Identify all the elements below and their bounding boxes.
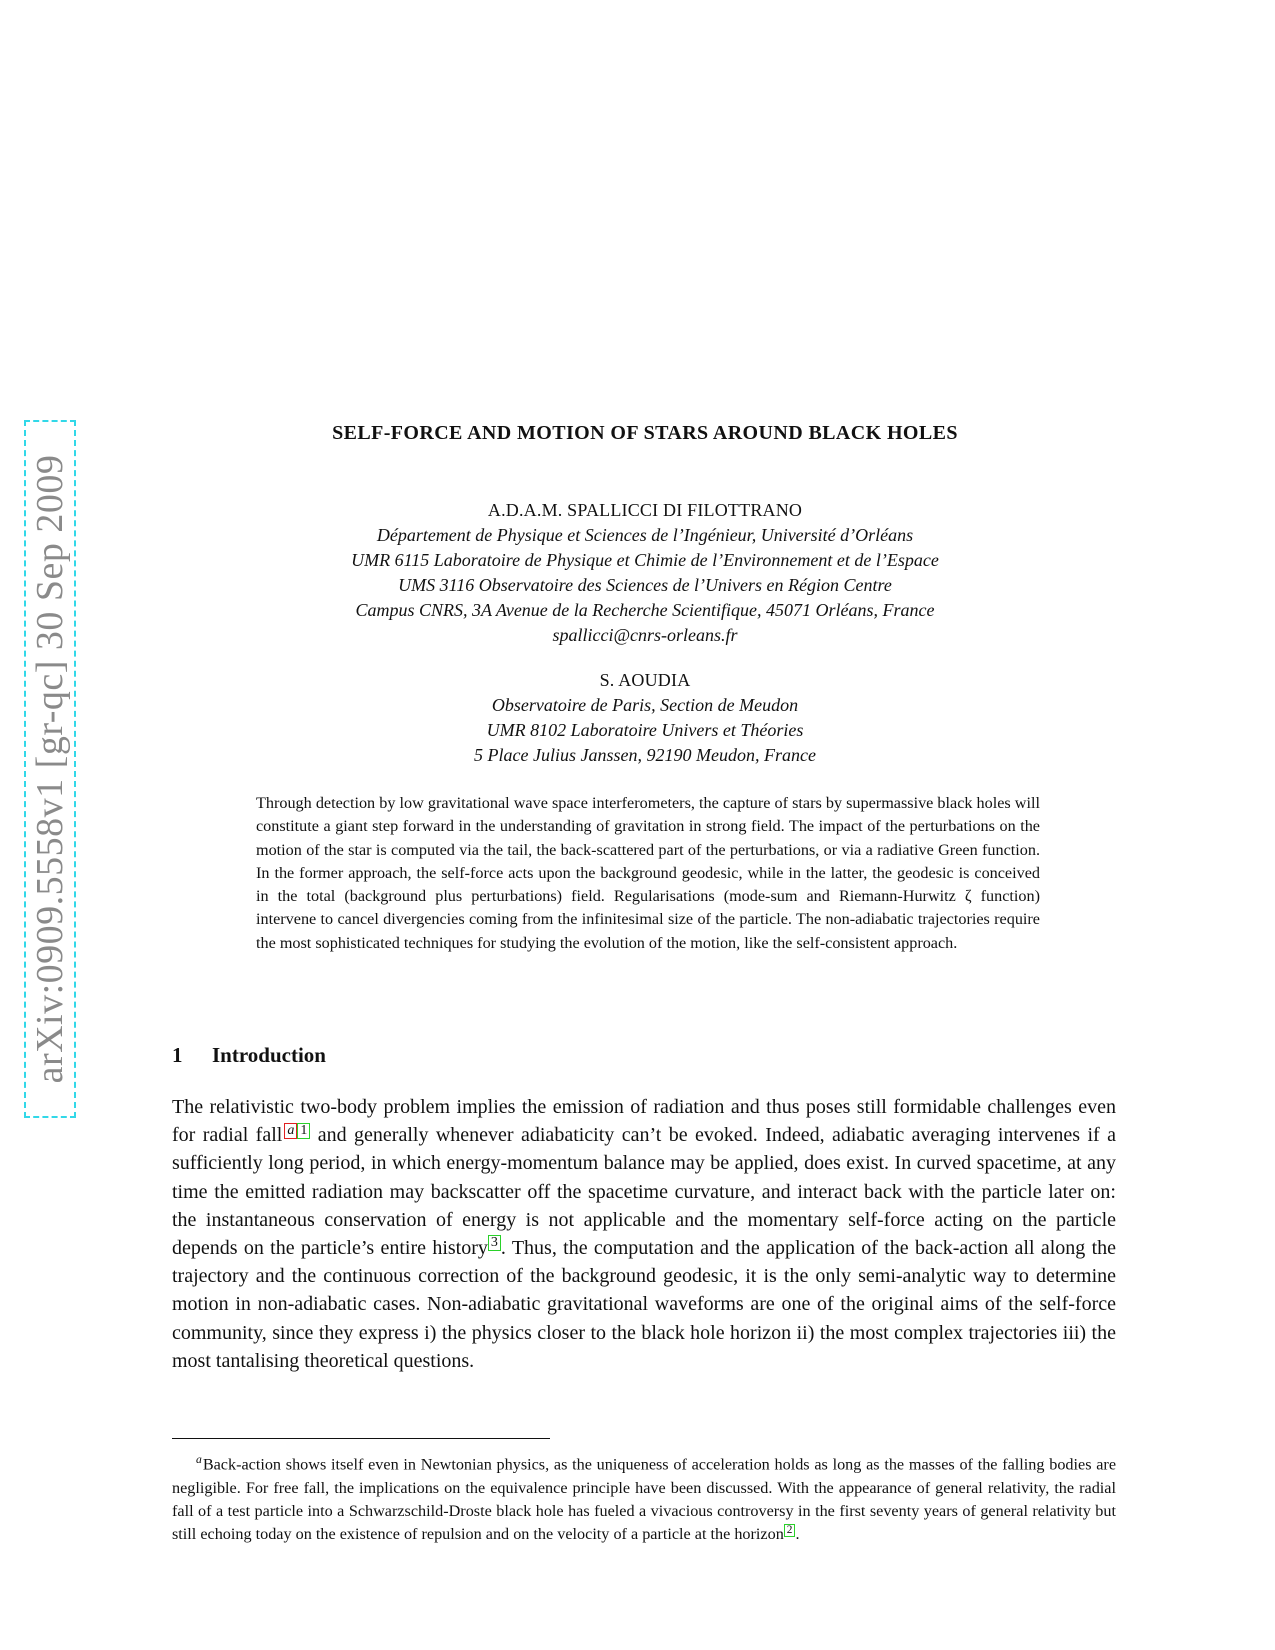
author-block-2: [220, 668, 1070, 768]
arxiv-identifier[interactable]: arXiv:0909.5558v1 [gr-qc] 30 Sep 2009: [29, 454, 71, 1084]
paper-title: SELF-FORCE AND MOTION OF STARS AROUND BLACK HOLES: [332, 422, 958, 444]
affiliation-line: Observatoire de Paris, Section de Meudon: [491, 695, 799, 715]
footnote-end: .: [795, 1525, 800, 1544]
author-name: A.D.A.M. SPALLICCI DI FILOTTRANO: [487, 500, 803, 520]
citation-link[interactable]: 2: [784, 1524, 796, 1537]
intro-text: and generally whenever adiabaticity can’t be evoked. Indeed, adiabatic averaging intervenes if a sufficiently long period, in which energy-momentum balance may be applied, does exist. In curved spacetime, at any time the emitted radiation may backscatter off the spacetime curvature, and interact back with the particle later on: the instantaneous conservation of energy is not applicable and the momentary self-force acting on the particle depends on the particle’s entire history: [172, 1124, 1116, 1260]
section-title: Introduction: [212, 1043, 326, 1067]
footnote-text: Back-action shows itself even in Newtonian physics, as the uniqueness of acceleration holds as long as the masses of the falling bodies are negligible. For free fall, the implications on the equivalence principle have been discussed. With the appearance of general relativity, the radial fall of a test particle into a Schwarzschild-Droste black hole has fueled a vivacious controversy in the first seventy years of general relativity but still echoing today on the existence of repulsion and on the velocity of a particle at the horizon: [172, 1455, 1116, 1544]
affiliation-line: 5 Place Julius Janssen, 92190 Meudon, France: [474, 745, 816, 765]
footnote: [172, 1448, 1116, 1547]
affiliation-line: UMR 6115 Laboratoire de Physique et Chimie de l’Environnement et de l’Espace: [351, 550, 939, 570]
author-block-1: [220, 498, 1070, 648]
author-name: S. AOUDIA: [599, 670, 691, 690]
affiliation-line: Campus CNRS, 3A Avenue de la Recherche Scientifique, 45071 Orléans, France: [355, 600, 935, 620]
intro-paragraph: [172, 1093, 1116, 1375]
footnote-link[interactable]: a: [284, 1123, 297, 1139]
section-heading: [172, 1043, 326, 1068]
intro-text: The relativistic two-body problem implies the emission of radiation and thus poses still formidable challenges even for radial fall: [172, 1096, 1116, 1147]
abstract: Through detection by low gravitational wave space interferometers, the capture of stars by supermassive black holes will constitute a giant step forward in the understanding of gravitation in strong field. The impact of the perturbations on the motion of the star is computed via the tail, the back-scattered part of the perturbations, or via a radiative Green function. In the former approach, the self-force acts upon the background geodesic, while in the latter, the geodesic is conceived in the total (background plus perturbations) field. Regularisations (mode-sum and Riemann-Hurwitz ζ function) intervene to cancel divergencies coming from the infinitesimal size of the particle. The non-adiabatic trajectories require the most sophisticated techniques for studying the evolution of the motion, like the self-consistent approach.: [256, 794, 1040, 952]
affiliation-line: UMR 8102 Laboratoire Univers et Théories: [486, 720, 804, 740]
affiliation-line: Département de Physique et Sciences de l’Ingénieur, Université d’Orléans: [376, 525, 914, 545]
intro-text: . Thus, the computation and the application of the back-action all along the trajectory and the continuous correction of the background geodesic, it is the only semi-analytic way to determine motion in non-adiabatic cases. Non-adiabatic gravitational waveforms are one of the original aims of the self-force community, since they express i) the physics closer to the black hole horizon ii) the most complex trajectories iii) the most tantalising theoretical questions.: [172, 1237, 1117, 1372]
affiliation-line: UMS 3116 Observatoire des Sciences de l’Univers en Région Centre: [398, 575, 892, 595]
footnote-divider: [172, 1438, 550, 1439]
section-number: 1: [172, 1043, 183, 1067]
citation-link[interactable]: 3: [488, 1235, 501, 1251]
author-email[interactable]: spallicci@cnrs-orleans.fr: [552, 625, 738, 645]
arxiv-identifier-box[interactable]: [24, 420, 76, 1118]
footnote-label: a: [196, 1453, 202, 1466]
citation-link[interactable]: 1: [297, 1123, 310, 1139]
